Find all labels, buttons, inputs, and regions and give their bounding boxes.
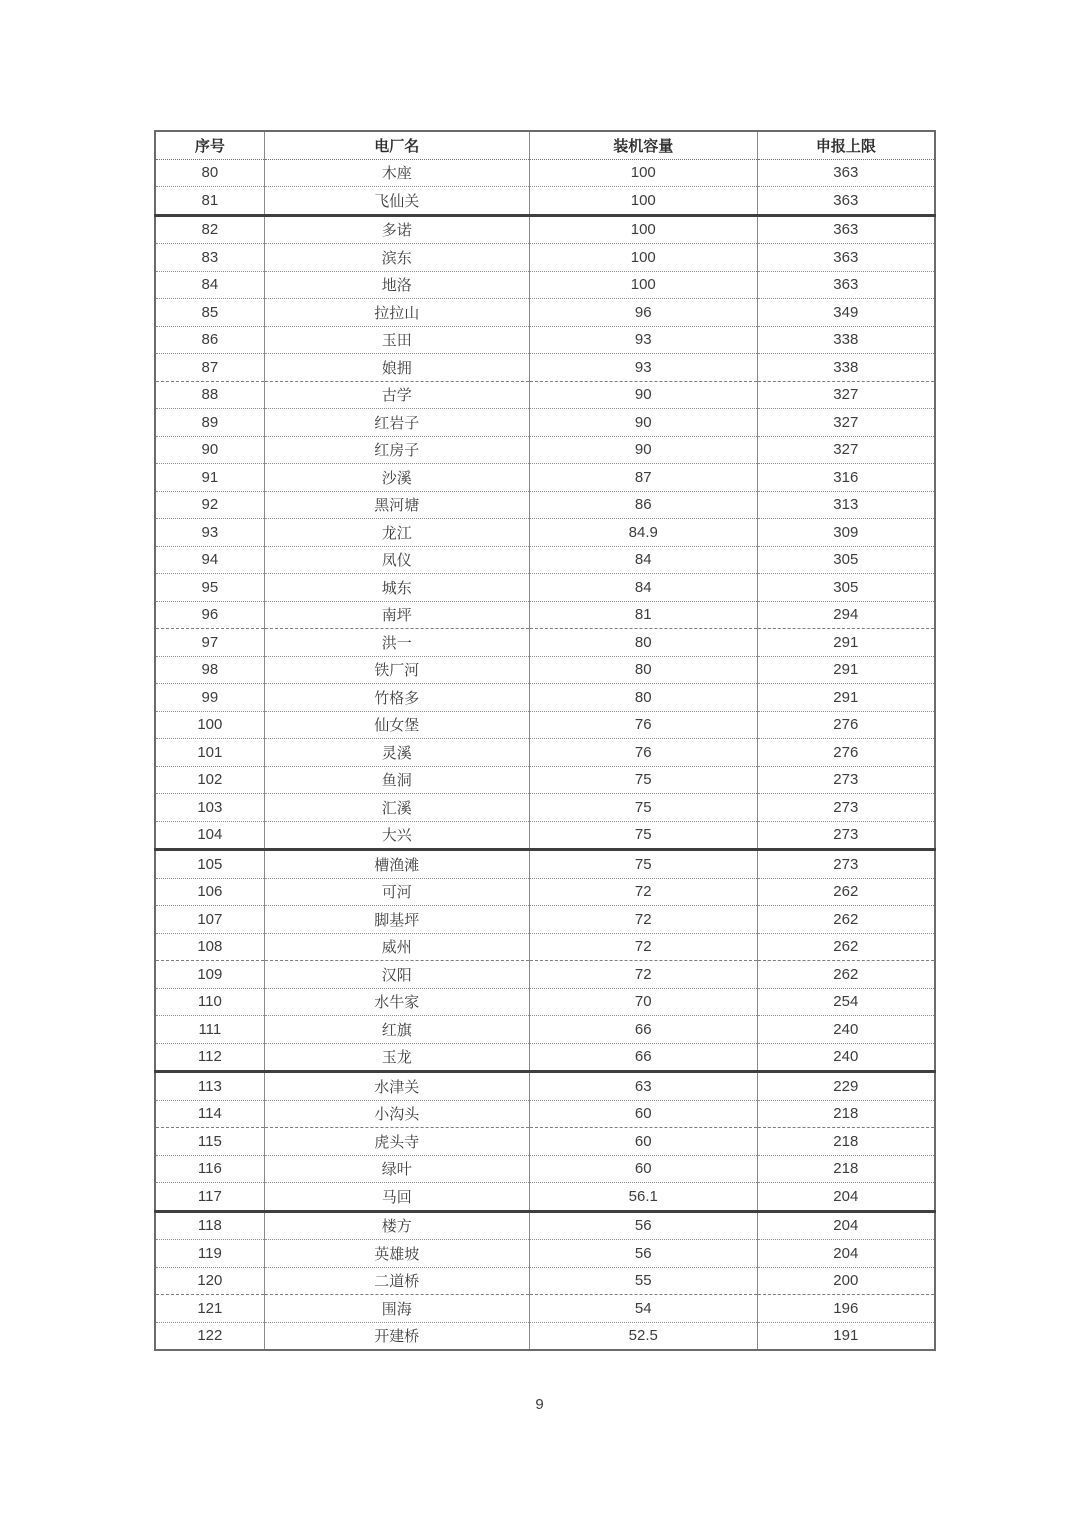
upper-limit-cell: 218 (757, 1100, 935, 1128)
table-row (155, 546, 935, 574)
table-row (155, 656, 935, 684)
capacity-cell: 56 (529, 1211, 757, 1240)
capacity-cell: 84.9 (529, 519, 757, 547)
row-index-cell: 86 (155, 326, 264, 354)
plant-name-cell: 威州 (264, 933, 529, 961)
row-index-cell: 109 (155, 961, 264, 989)
plant-name-cell: 小沟头 (264, 1100, 529, 1128)
plant-name-cell: 红旗 (264, 1016, 529, 1044)
table-row (155, 436, 935, 464)
row-index-cell: 81 (155, 187, 264, 216)
table-row (155, 766, 935, 794)
capacity-cell: 72 (529, 878, 757, 906)
upper-limit-cell: 218 (757, 1128, 935, 1156)
table-row (155, 159, 935, 187)
plant-name-cell: 汇溪 (264, 794, 529, 822)
row-index-cell: 108 (155, 933, 264, 961)
table-row (155, 906, 935, 934)
plant-name-cell: 木座 (264, 159, 529, 187)
capacity-cell: 60 (529, 1100, 757, 1128)
row-index-cell: 113 (155, 1072, 264, 1101)
plant-name-cell: 拉拉山 (264, 299, 529, 327)
upper-limit-cell: 204 (757, 1183, 935, 1212)
table-row (155, 1043, 935, 1072)
row-index-cell: 117 (155, 1183, 264, 1212)
plant-name-cell: 英雄坡 (264, 1240, 529, 1268)
capacity-cell: 56 (529, 1240, 757, 1268)
row-index-cell: 98 (155, 656, 264, 684)
table-row (155, 244, 935, 272)
plant-name-cell: 楼方 (264, 1211, 529, 1240)
upper-limit-cell: 240 (757, 1016, 935, 1044)
table-row (155, 354, 935, 382)
capacity-cell: 72 (529, 933, 757, 961)
capacity-cell: 93 (529, 326, 757, 354)
capacity-cell: 70 (529, 988, 757, 1016)
row-index-cell: 97 (155, 629, 264, 657)
row-index-cell: 104 (155, 821, 264, 850)
row-index-cell: 105 (155, 850, 264, 879)
capacity-cell: 63 (529, 1072, 757, 1101)
row-index-cell: 116 (155, 1155, 264, 1183)
upper-limit-cell: 313 (757, 491, 935, 519)
plant-name-cell: 地洛 (264, 271, 529, 299)
row-index-cell: 99 (155, 684, 264, 712)
upper-limit-cell: 229 (757, 1072, 935, 1101)
row-index-cell: 91 (155, 464, 264, 492)
table-row (155, 1128, 935, 1156)
table-row (155, 1211, 935, 1240)
upper-limit-cell: 276 (757, 711, 935, 739)
row-index-cell: 82 (155, 215, 264, 244)
upper-limit-cell: 273 (757, 794, 935, 822)
table-row (155, 409, 935, 437)
power-plant-table (154, 130, 936, 1351)
row-index-cell: 90 (155, 436, 264, 464)
capacity-cell: 75 (529, 766, 757, 794)
row-index-cell: 107 (155, 906, 264, 934)
table-row (155, 381, 935, 409)
table-row (155, 215, 935, 244)
row-index-cell: 110 (155, 988, 264, 1016)
table-row (155, 326, 935, 354)
table-row (155, 961, 935, 989)
row-index-cell: 85 (155, 299, 264, 327)
row-index-cell: 96 (155, 601, 264, 629)
upper-limit-cell: 291 (757, 629, 935, 657)
capacity-cell: 100 (529, 215, 757, 244)
upper-limit-cell: 262 (757, 906, 935, 934)
table-row (155, 629, 935, 657)
row-index-cell: 111 (155, 1016, 264, 1044)
upper-limit-cell: 204 (757, 1211, 935, 1240)
row-index-cell: 114 (155, 1100, 264, 1128)
plant-name-cell: 绿叶 (264, 1155, 529, 1183)
plant-name-cell: 沙溪 (264, 464, 529, 492)
plant-name-cell: 仙女堡 (264, 711, 529, 739)
plant-name-cell: 汉阳 (264, 961, 529, 989)
row-index-cell: 122 (155, 1322, 264, 1350)
table-row (155, 1267, 935, 1295)
capacity-cell: 76 (529, 711, 757, 739)
upper-limit-cell: 262 (757, 933, 935, 961)
header-plant-name: 电厂名 (264, 131, 529, 159)
plant-name-cell: 围海 (264, 1295, 529, 1323)
table-row (155, 491, 935, 519)
plant-name-cell: 鱼洞 (264, 766, 529, 794)
table-row (155, 1183, 935, 1212)
row-index-cell: 120 (155, 1267, 264, 1295)
upper-limit-cell: 240 (757, 1043, 935, 1072)
table-row (155, 464, 935, 492)
plant-name-cell: 多诺 (264, 215, 529, 244)
capacity-cell: 81 (529, 601, 757, 629)
plant-name-cell: 南坪 (264, 601, 529, 629)
table-row (155, 988, 935, 1016)
plant-name-cell: 古学 (264, 381, 529, 409)
row-index-cell: 88 (155, 381, 264, 409)
capacity-cell: 72 (529, 906, 757, 934)
plant-name-cell: 娘拥 (264, 354, 529, 382)
upper-limit-cell: 291 (757, 656, 935, 684)
capacity-cell: 93 (529, 354, 757, 382)
upper-limit-cell: 294 (757, 601, 935, 629)
capacity-cell: 100 (529, 244, 757, 272)
table-row (155, 794, 935, 822)
capacity-cell: 75 (529, 850, 757, 879)
plant-name-cell: 玉龙 (264, 1043, 529, 1072)
plant-name-cell: 开建桥 (264, 1322, 529, 1350)
upper-limit-cell: 291 (757, 684, 935, 712)
upper-limit-cell: 363 (757, 244, 935, 272)
plant-name-cell: 铁厂河 (264, 656, 529, 684)
capacity-cell: 80 (529, 629, 757, 657)
upper-limit-cell: 273 (757, 766, 935, 794)
upper-limit-cell: 200 (757, 1267, 935, 1295)
capacity-cell: 90 (529, 409, 757, 437)
upper-limit-cell: 363 (757, 215, 935, 244)
capacity-cell: 56.1 (529, 1183, 757, 1212)
capacity-cell: 66 (529, 1043, 757, 1072)
row-index-cell: 92 (155, 491, 264, 519)
capacity-cell: 55 (529, 1267, 757, 1295)
table-header (155, 131, 935, 159)
table-row (155, 1240, 935, 1268)
table-row (155, 711, 935, 739)
capacity-cell: 100 (529, 187, 757, 216)
plant-name-cell: 二道桥 (264, 1267, 529, 1295)
upper-limit-cell: 204 (757, 1240, 935, 1268)
plant-name-cell: 脚基坪 (264, 906, 529, 934)
capacity-cell: 75 (529, 821, 757, 850)
row-index-cell: 102 (155, 766, 264, 794)
table-row (155, 299, 935, 327)
row-index-cell: 80 (155, 159, 264, 187)
plant-name-cell: 玉田 (264, 326, 529, 354)
capacity-cell: 87 (529, 464, 757, 492)
table-body (155, 159, 935, 1350)
plant-name-cell: 飞仙关 (264, 187, 529, 216)
plant-name-cell: 槽渔滩 (264, 850, 529, 879)
row-index-cell: 89 (155, 409, 264, 437)
row-index-cell: 93 (155, 519, 264, 547)
upper-limit-cell: 327 (757, 409, 935, 437)
table-row (155, 821, 935, 850)
plant-name-cell: 黑河塘 (264, 491, 529, 519)
plant-name-cell: 马回 (264, 1183, 529, 1212)
capacity-cell: 100 (529, 271, 757, 299)
plant-name-cell: 水津关 (264, 1072, 529, 1101)
row-index-cell: 121 (155, 1295, 264, 1323)
row-index-cell: 115 (155, 1128, 264, 1156)
upper-limit-cell: 338 (757, 354, 935, 382)
upper-limit-cell: 327 (757, 436, 935, 464)
capacity-cell: 52.5 (529, 1322, 757, 1350)
header-index: 序号 (155, 131, 264, 159)
plant-name-cell: 竹格多 (264, 684, 529, 712)
row-index-cell: 101 (155, 739, 264, 767)
capacity-cell: 72 (529, 961, 757, 989)
upper-limit-cell: 363 (757, 159, 935, 187)
upper-limit-cell: 191 (757, 1322, 935, 1350)
capacity-cell: 75 (529, 794, 757, 822)
row-index-cell: 83 (155, 244, 264, 272)
row-index-cell: 94 (155, 546, 264, 574)
capacity-cell: 100 (529, 159, 757, 187)
plant-name-cell: 水牛家 (264, 988, 529, 1016)
table-row (155, 519, 935, 547)
plant-name-cell: 可河 (264, 878, 529, 906)
capacity-cell: 66 (529, 1016, 757, 1044)
row-index-cell: 84 (155, 271, 264, 299)
plant-name-cell: 洪一 (264, 629, 529, 657)
table-row (155, 878, 935, 906)
upper-limit-cell: 196 (757, 1295, 935, 1323)
page-number: 9 (535, 1396, 545, 1413)
upper-limit-cell: 218 (757, 1155, 935, 1183)
table-row (155, 271, 935, 299)
plant-name-cell: 滨东 (264, 244, 529, 272)
upper-limit-cell: 316 (757, 464, 935, 492)
plant-name-cell: 虎头寺 (264, 1128, 529, 1156)
table-row (155, 574, 935, 602)
header-declaration-upper-limit: 申报上限 (757, 131, 935, 159)
header-installed-capacity: 装机容量 (529, 131, 757, 159)
capacity-cell: 96 (529, 299, 757, 327)
upper-limit-cell: 305 (757, 546, 935, 574)
capacity-cell: 86 (529, 491, 757, 519)
table-row (155, 850, 935, 879)
plant-name-cell: 凤仪 (264, 546, 529, 574)
table-row (155, 684, 935, 712)
upper-limit-cell: 273 (757, 850, 935, 879)
upper-limit-cell: 363 (757, 271, 935, 299)
upper-limit-cell: 338 (757, 326, 935, 354)
upper-limit-cell: 349 (757, 299, 935, 327)
plant-name-cell: 红房子 (264, 436, 529, 464)
table-row (155, 601, 935, 629)
upper-limit-cell: 305 (757, 574, 935, 602)
upper-limit-cell: 262 (757, 961, 935, 989)
header-row (155, 131, 935, 159)
table-row (155, 1016, 935, 1044)
plant-name-cell: 大兴 (264, 821, 529, 850)
capacity-cell: 60 (529, 1155, 757, 1183)
upper-limit-cell: 327 (757, 381, 935, 409)
plant-name-cell: 灵溪 (264, 739, 529, 767)
capacity-cell: 60 (529, 1128, 757, 1156)
table-row (155, 1295, 935, 1323)
table-row (155, 187, 935, 216)
capacity-cell: 54 (529, 1295, 757, 1323)
capacity-cell: 90 (529, 381, 757, 409)
capacity-cell: 80 (529, 684, 757, 712)
upper-limit-cell: 273 (757, 821, 935, 850)
row-index-cell: 87 (155, 354, 264, 382)
upper-limit-cell: 254 (757, 988, 935, 1016)
row-index-cell: 95 (155, 574, 264, 602)
table-row (155, 933, 935, 961)
row-index-cell: 112 (155, 1043, 264, 1072)
table-row (155, 1322, 935, 1350)
capacity-cell: 80 (529, 656, 757, 684)
upper-limit-cell: 276 (757, 739, 935, 767)
plant-name-cell: 龙江 (264, 519, 529, 547)
plant-name-cell: 城东 (264, 574, 529, 602)
table-row (155, 739, 935, 767)
table-row (155, 1155, 935, 1183)
row-index-cell: 118 (155, 1211, 264, 1240)
capacity-cell: 84 (529, 574, 757, 602)
upper-limit-cell: 363 (757, 187, 935, 216)
row-index-cell: 119 (155, 1240, 264, 1268)
row-index-cell: 106 (155, 878, 264, 906)
capacity-cell: 90 (529, 436, 757, 464)
row-index-cell: 100 (155, 711, 264, 739)
table-row (155, 1072, 935, 1101)
upper-limit-cell: 262 (757, 878, 935, 906)
plant-name-cell: 红岩子 (264, 409, 529, 437)
upper-limit-cell: 309 (757, 519, 935, 547)
capacity-cell: 76 (529, 739, 757, 767)
row-index-cell: 103 (155, 794, 264, 822)
table-row (155, 1100, 935, 1128)
capacity-cell: 84 (529, 546, 757, 574)
